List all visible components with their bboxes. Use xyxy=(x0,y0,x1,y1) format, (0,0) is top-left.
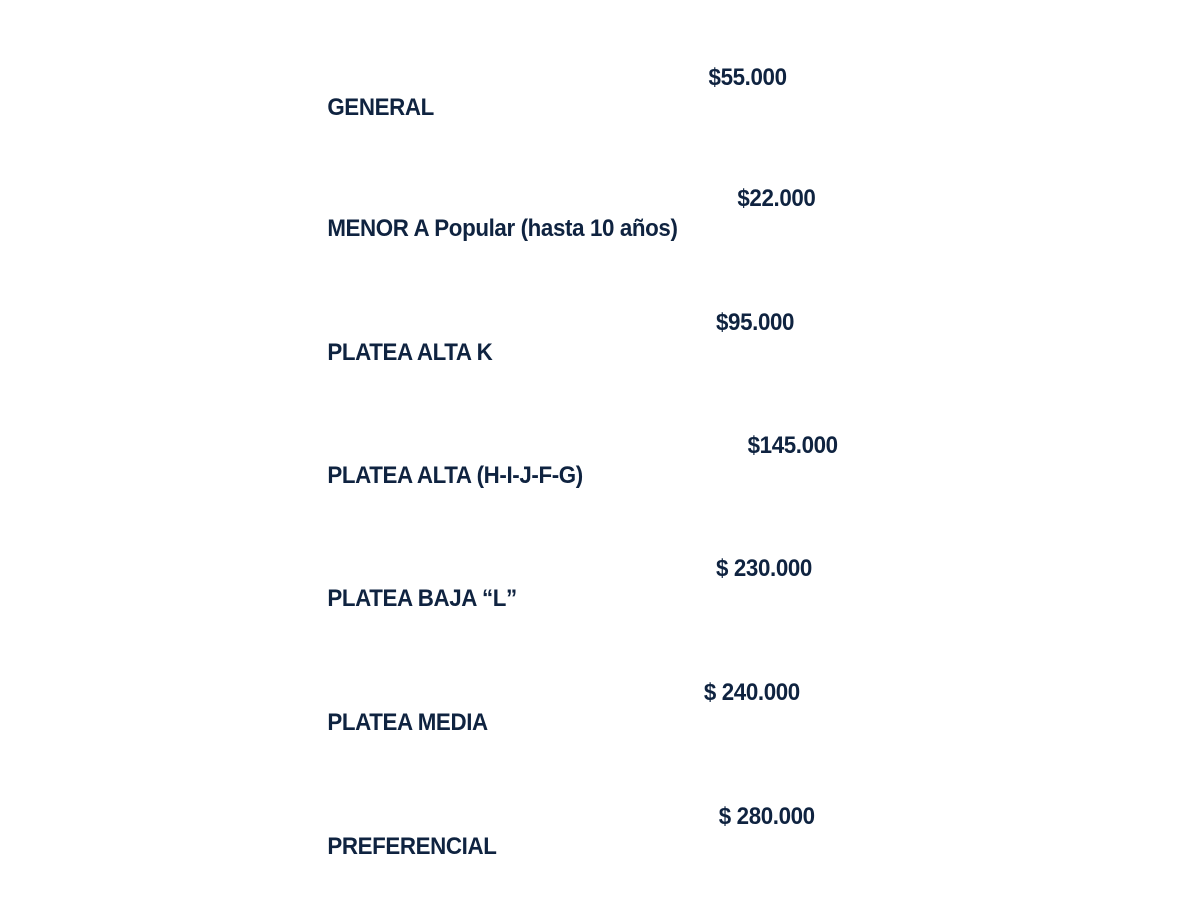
ticket-price: $ 280.000 xyxy=(718,803,815,830)
price-row-platea-alta-k xyxy=(304,308,795,366)
ticket-category-label: PLATEA ALTA (H-I-J-F-G) xyxy=(327,462,583,489)
ticket-category-label: PLATEA MEDIA xyxy=(327,709,488,736)
ticket-category-label: PLATEA BAJA “L” xyxy=(327,585,517,612)
ticket-price: $22.000 xyxy=(737,185,816,212)
ticket-category-label: PLATEA ALTA K xyxy=(327,339,493,366)
ticket-category-label: MENOR A Popular (hasta 10 años) xyxy=(327,215,678,242)
price-row-platea-alta-hijfg xyxy=(304,431,838,489)
price-row-platea-media xyxy=(304,678,800,736)
price-row-preferencial xyxy=(304,802,815,860)
ticket-category-label: PREFERENCIAL xyxy=(327,833,497,860)
ticket-price: $145.000 xyxy=(747,432,838,459)
ticket-price: $ 240.000 xyxy=(703,679,800,706)
ticket-price: $ 230.000 xyxy=(715,555,812,582)
price-row-platea-baja-l xyxy=(304,554,812,612)
ticket-price: $95.000 xyxy=(715,309,795,336)
price-row-general xyxy=(304,63,787,121)
price-row-menor xyxy=(304,184,816,242)
ticket-price: $55.000 xyxy=(708,64,787,91)
ticket-category-label: GENERAL xyxy=(327,94,434,121)
